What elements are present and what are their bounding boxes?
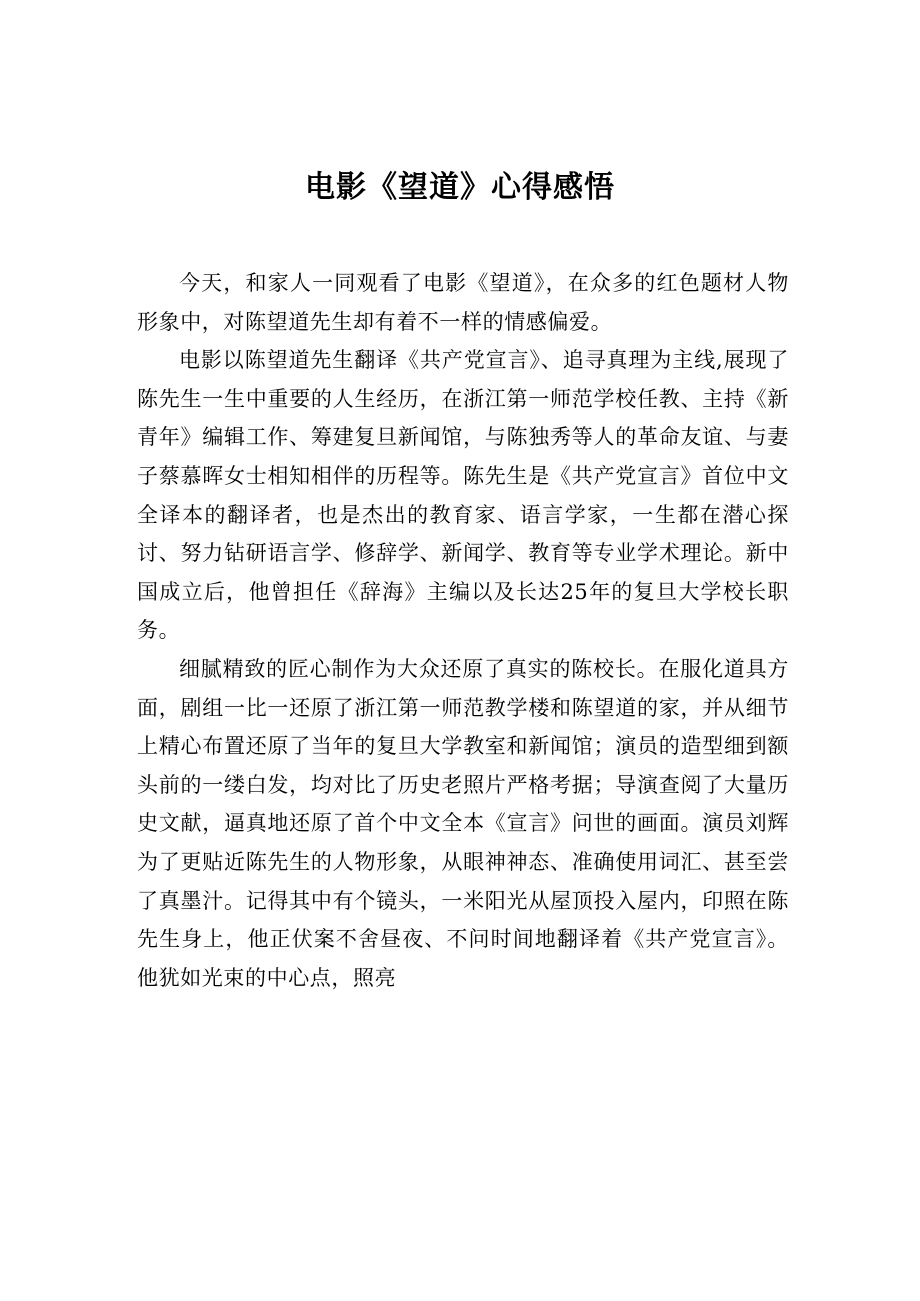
document-title: 电影《望道》心得感悟 (305, 170, 615, 205)
paragraph-1: 今天，和家人一同观看了电影《望道》，在众多的红色题材人物形象中，对陈望道先生却有着不一样的情感偏爱。 (137, 271, 789, 334)
paragraph-3: 细腻精致的匠心制作为大众还原了真实的陈校长。在服化道具方面，剧组一比一还原了浙江第一师范教学楼和陈望道的家，并从细节上精心布置还原了当年的复旦大学教室和新闻馆；演员的造型细到额头前的一缕白发，均对比了历史老照片严格考据；导演查阅了大量历史文献，逼真地还原了首个中文全本《宣言》问世的画面。演员刘辉为了更贴近陈先生的人物形象，从眼神神态、准确使用词汇、甚至尝了真墨汁。记得其中有个镜头，一米阳光从屋顶投入屋内，印照在陈先生身上，他正伏案不舍昼夜、不问时间地翻译着《共产党宣言》。他犹如光束的中心点，照亮 (137, 656, 789, 990)
document-body (137, 264, 789, 997)
paragraph-2: 电影以陈望道先生翻译《共产党宣言》、追寻真理为主线,展现了陈先生一生中重要的人生经历，在浙江第一师范学校任教、主持《新青年》编辑工作、筹建复旦新闻馆，与陈独秀等人的革命友谊、与妻子蔡慕晖女士相知相伴的历程等。陈先生是《共产党宣言》首位中文全译本的翻译者，也是杰出的教育家、语言学家，一生都在潜心探讨、努力钻研语言学、修辞学、新闻学、教育等专业学术理论。新中国成立后，他曾担任《辞海》主编以及长达25年的复旦大学校长职务。 (137, 348, 789, 643)
